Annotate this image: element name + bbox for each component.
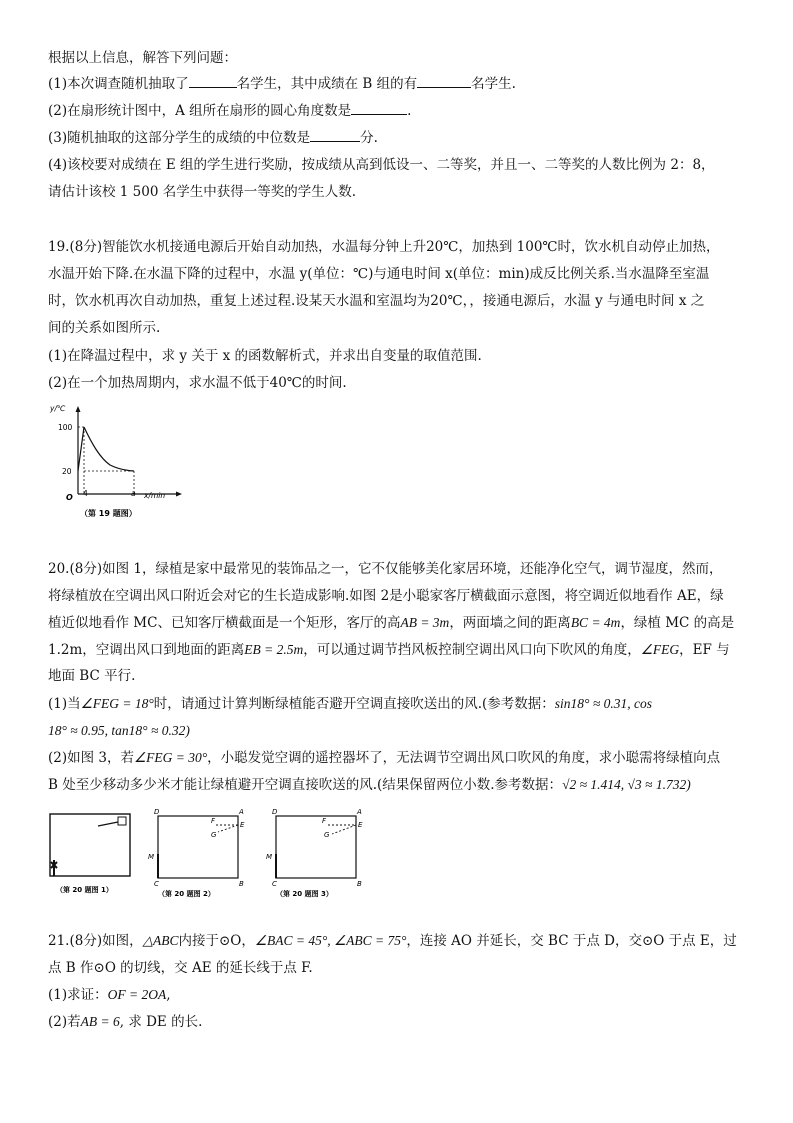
label-E: E	[358, 821, 363, 829]
answer-blank	[417, 74, 471, 88]
q20-line1: 20.(8分)如图 1，绿植是家中最常见的装饰品之一，它不仅能够美化家居环境，还能净化空气，调节湿度，然而，	[48, 561, 723, 577]
label-B: B	[239, 880, 244, 888]
label-F: F	[211, 817, 216, 825]
q20-sub2-line2-math: √2 ≈ 1.414, √3 ≈ 1.732)	[562, 777, 691, 792]
q21-line1-text-c: ，连接 AO 并延长，交 BC 于点 D，交⊙O 于点 E，过	[406, 933, 737, 949]
q18-p1-text-a: (1)本次调查随机抽取了	[48, 76, 189, 92]
label-C: C	[272, 880, 277, 888]
q20-line4	[48, 640, 730, 660]
q20-line3-text-c: ，绿植 MC 的高是	[620, 615, 735, 631]
q19-figure-caption: （第 19 题图）	[80, 509, 137, 518]
origin-label: O	[66, 493, 73, 502]
q21-sub1-text-a: (1)求证：	[48, 987, 108, 1003]
q19-temperature-graph	[48, 402, 188, 522]
q21-sub2	[48, 1012, 202, 1032]
q19-sub2: (2)在一个加热周期内，求水温不低于40℃的时间.	[48, 375, 347, 391]
q20-line3-text-b: ，两面墙之间的距离	[449, 615, 571, 631]
x-axis-arrow	[176, 492, 182, 497]
q20-line3-math-ab: AB = 3m	[400, 615, 450, 630]
q19-line3: 时，饮水机再次自动加热，重复上述过程.设某天水温和室温均为20℃，，接通电源后，水温 y 与通电时间 x 之	[48, 293, 705, 309]
air-conditioner-icon	[118, 817, 126, 825]
q18-intro: 根据以上信息，解答下列问题：	[48, 50, 237, 66]
q20-sub2-text-a: (2)如图 3，若	[48, 750, 135, 766]
q20-line3	[48, 613, 734, 633]
y-axis-label: y/℃	[50, 404, 66, 413]
q18-part3	[48, 128, 378, 148]
fig1-caption: （第 20 题图 1）	[56, 886, 113, 894]
q20-line4-math-eb: EB = 2.5m	[244, 642, 304, 657]
airflow-line	[98, 822, 118, 826]
cooling-curve	[84, 427, 134, 471]
q20-sub2-text-b: ，小聪发觉空调的遥控器坏了，无法调节空调出风口吹风的角度，求小聪需将绿植向点	[207, 750, 721, 766]
q18-p1-text-b: 名学生，其中成绩在 B 组的有	[236, 76, 418, 92]
line-EG	[218, 825, 238, 832]
label-E: E	[240, 821, 245, 829]
q20-line5: 地面 BC 平行.	[48, 668, 136, 684]
q19-line2: 水温开始下降.在水温下降的过程中，水温 y(单位：℃)与通电时间 x(单位：min)成反比例关系.当水温降至室温	[48, 266, 710, 282]
q20-sub2-line2	[48, 775, 691, 795]
q20-line3-math-bc: BC = 4m	[570, 615, 621, 630]
q20-figure-2	[144, 806, 254, 898]
q19-line1: 19.(8分)智能饮水机接通电源后开始自动加热，水温每分钟上升20℃，加热到 100℃时，饮水机自动停止加热，	[48, 239, 720, 255]
q20-sub2-math-angle: ∠FEG = 30°	[134, 750, 208, 765]
label-G: G	[324, 831, 330, 839]
q20-line4-math-angle: ∠FEG	[640, 642, 680, 657]
q20-figure-3	[262, 806, 372, 898]
q21-line1-math-angles: ∠BAC = 45°, ∠ABC = 75°	[254, 933, 407, 948]
y-axis-arrow	[76, 406, 81, 412]
q21-line1-math-triangle: △ABC	[142, 933, 179, 948]
label-G: G	[211, 831, 217, 839]
answer-blank	[351, 101, 407, 115]
q20-sub2	[48, 748, 720, 768]
q20-sub2-line2-text: B 处至少移动多少米才能让绿植避开空调直接吹送的风.(结果保留两位小数.参考数据：	[48, 777, 563, 793]
label-F: F	[322, 817, 327, 825]
q21-line1-text-b: 内接于⊙O，	[178, 933, 255, 949]
q18-p2-text-a: (2)在扇形统计图中，A 组所在扇形的圆心角度数是	[48, 103, 352, 119]
q21-sub2-text-b: , 求 DE 的长.	[119, 1014, 203, 1030]
x-tick-4: 4	[83, 489, 88, 498]
q20-line4-text-a: 1.2m，空调出风口到地面的距离	[48, 642, 245, 658]
q21-sub1-text-b: ,	[166, 987, 171, 1003]
q20-line4-text-b: ，可以通过调节挡风板控制空调出风口向下吹风的角度，	[303, 642, 641, 658]
q18-part2	[48, 101, 411, 121]
label-D: D	[272, 808, 278, 816]
x-tick-a: a	[131, 489, 136, 498]
y-tick-20: 20	[62, 467, 72, 476]
q21-line1	[48, 931, 737, 951]
q20-sub1	[48, 694, 652, 714]
answer-blank	[310, 128, 360, 142]
q20-sub1-math-data: sin18° ≈ 0.31, cos	[554, 696, 652, 711]
label-M: M	[148, 853, 155, 861]
q18-p1-text-c: 名学生.	[471, 76, 516, 92]
q20-line2: 将绿植放在空调出风口附近会对它的生长造成影响.如图 2是小聪家客厅横截面示意图，将空调近似地看作 AE，绿	[48, 588, 724, 604]
label-D: D	[154, 808, 160, 816]
label-B: B	[357, 880, 362, 888]
heating-segment	[78, 427, 84, 471]
q18-part4-line2: 请估计该校 1 500 名学生中获得一等奖的学生人数.	[48, 184, 357, 200]
q21-line1-text-a: 21.(8分)如图，	[48, 933, 143, 949]
q18-p2-text-b: .	[407, 103, 412, 119]
q20-line4-text-c: ，EF 与	[679, 642, 730, 658]
line-EG	[332, 825, 356, 834]
q20-sub1-text-b: 时，请通过计算判断绿植能否避开空调直接吹送出的风.(参考数据：	[153, 696, 555, 712]
label-M: M	[266, 853, 273, 861]
q19-sub1: (1)在降温过程中，求 y 关于 x 的函数解析式，并求出自变量的取值范围.	[48, 348, 482, 364]
q21-sub1	[48, 985, 171, 1005]
fig2-caption: （第 20 题图 2）	[158, 890, 215, 898]
q21-line2: 点 B 作⊙O 的切线，交 AE 的延长线于点 F.	[48, 960, 313, 976]
q18-part1	[48, 74, 516, 94]
y-tick-100: 100	[58, 423, 73, 432]
answer-blank	[189, 74, 237, 88]
q20-sub1-math-angle: ∠FEG = 18°	[80, 696, 154, 711]
q20-line3-text-a: 植近似地看作 MC、已知客厅横截面是一个矩形，客厅的高	[48, 615, 401, 631]
q18-p3-text-a: (3)随机抽取的这部分学生的成绩的中位数是	[48, 130, 311, 146]
label-A: A	[357, 808, 362, 816]
q18-p3-text-b: 分.	[360, 130, 378, 146]
q21-sub2-math: AB = 6	[80, 1014, 120, 1029]
q20-figure-1	[48, 812, 138, 896]
q21-sub2-text-a: (2)若	[48, 1014, 81, 1030]
label-A: A	[239, 808, 244, 816]
fig3-caption: （第 20 题图 3）	[276, 890, 333, 898]
q20-sub1-line2: 18° ≈ 0.95, tan18° ≈ 0.32)	[48, 723, 190, 738]
q18-part4-line1: (4)该校要对成绩在 E 组的学生进行奖励，按成绩从高到低设一、二等奖，并且一、二等奖的人数比例为 2：8，	[48, 157, 715, 173]
plant-icon	[51, 860, 57, 876]
q19-line4: 间的关系如图所示.	[48, 320, 161, 336]
q20-sub1-text-a: (1)当	[48, 696, 81, 712]
label-C: C	[154, 880, 159, 888]
q21-sub1-math: OF = 2OA	[107, 987, 167, 1002]
x-axis-label: x/min	[144, 491, 166, 500]
